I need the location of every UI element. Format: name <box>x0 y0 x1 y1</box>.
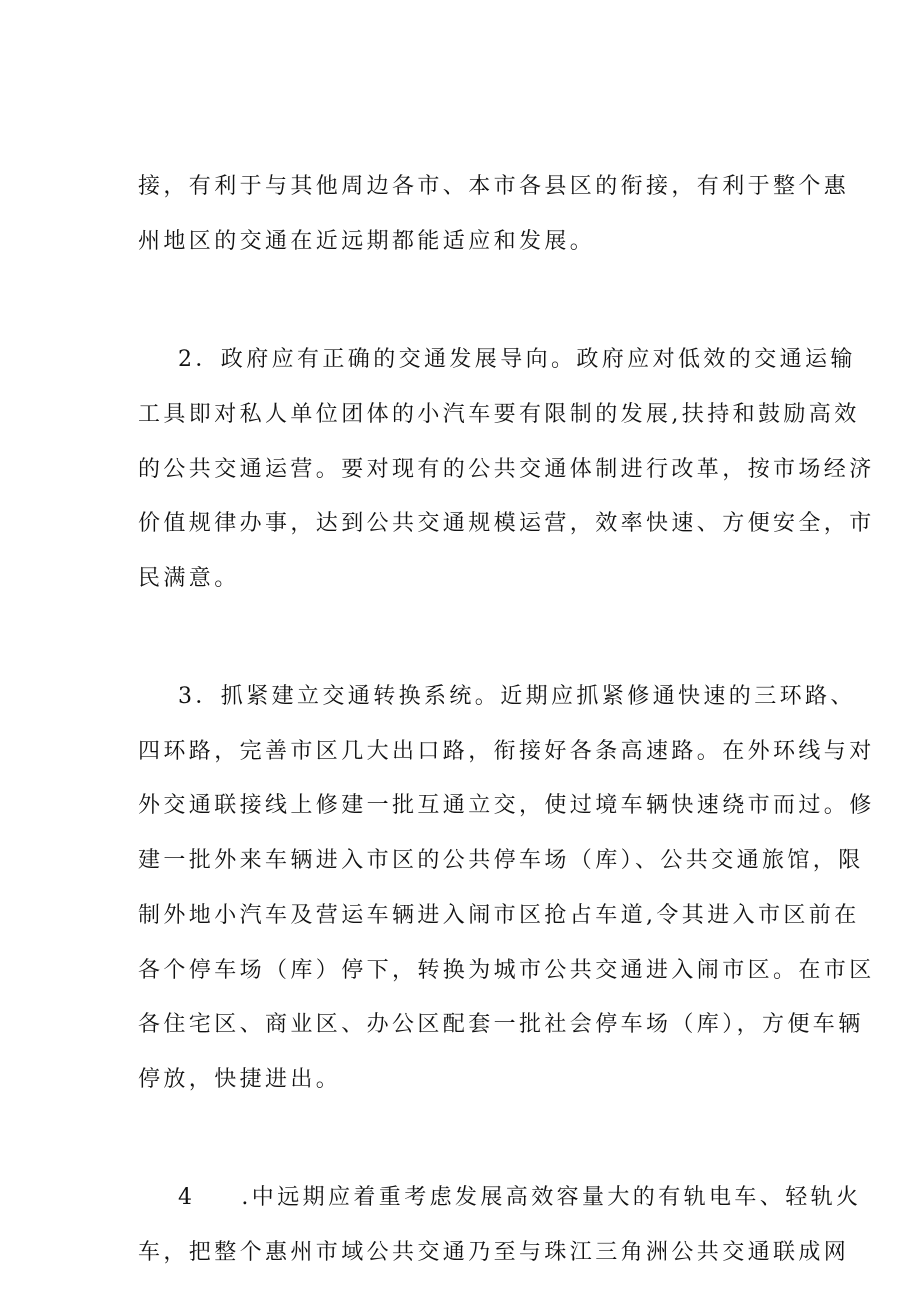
paragraph-2-line-2: 工具即对私人单位团体的小汽车要有限制的发展,扶持和鼓励高效 <box>138 402 860 427</box>
paragraph-2-line-4: 价值规律办事，达到公共交通规模运营，效率快速、方便安全，市 <box>138 511 875 536</box>
paragraph-3-line-8: 停放，快捷进出。 <box>138 1067 342 1092</box>
paragraph-3-line-5: 制外地小汽车及营运车辆进入闹市区抢占车道,令其进入市区前在 <box>138 903 860 928</box>
paragraph-3-line-1: 3．抓紧建立交通转换系统。近期应抓紧修通快速的三环路、 <box>178 684 856 709</box>
paragraph-4-line-2: 车，把整个惠州市域公共交通乃至与珠江三角洲公共交通联成网 <box>138 1240 850 1265</box>
paragraph-2-line-5: 民满意。 <box>138 566 240 591</box>
paragraph-3-line-3: 外交通联接线上修建一批互通立交，使过境车辆快速绕市而过。修 <box>138 793 875 818</box>
paragraph-3-line-6: 各个停车场（库）停下，转换为城市公共交通进入闹市区。在市区 <box>138 958 875 983</box>
paragraph-2-line-3: 的公共交通运营。要对现有的公共交通体制进行改革，按市场经济 <box>138 457 875 482</box>
paragraph-1-line-2: 州地区的交通在近远期都能适应和发展。 <box>138 229 596 254</box>
paragraph-3-line-7: 各住宅区、商业区、办公区配套一批社会停车场（库），方便车辆 <box>138 1012 864 1037</box>
paragraph-3-line-2: 四环路，完善市区几大出口路，衔接好各条高速路。在外环线与对 <box>138 739 875 764</box>
paragraph-4-line-1 <box>178 1183 862 1213</box>
paragraph-4-number: 4 <box>178 1185 196 1210</box>
paragraph-4-line-1-text: .中远期应着重考虑发展高效容量大的有轨电车、轻轨火 <box>241 1185 862 1210</box>
paragraph-2-line-1: 2．政府应有正确的交通发展导向。政府应对低效的交通运输 <box>178 347 856 372</box>
paragraph-1-line-1: 接，有利于与其他周边各市、本市各县区的衔接，有利于整个惠 <box>138 174 850 199</box>
paragraph-3-line-4: 建一批外来车辆进入市区的公共停车场（库）、公共交通旅馆，限 <box>138 848 864 873</box>
